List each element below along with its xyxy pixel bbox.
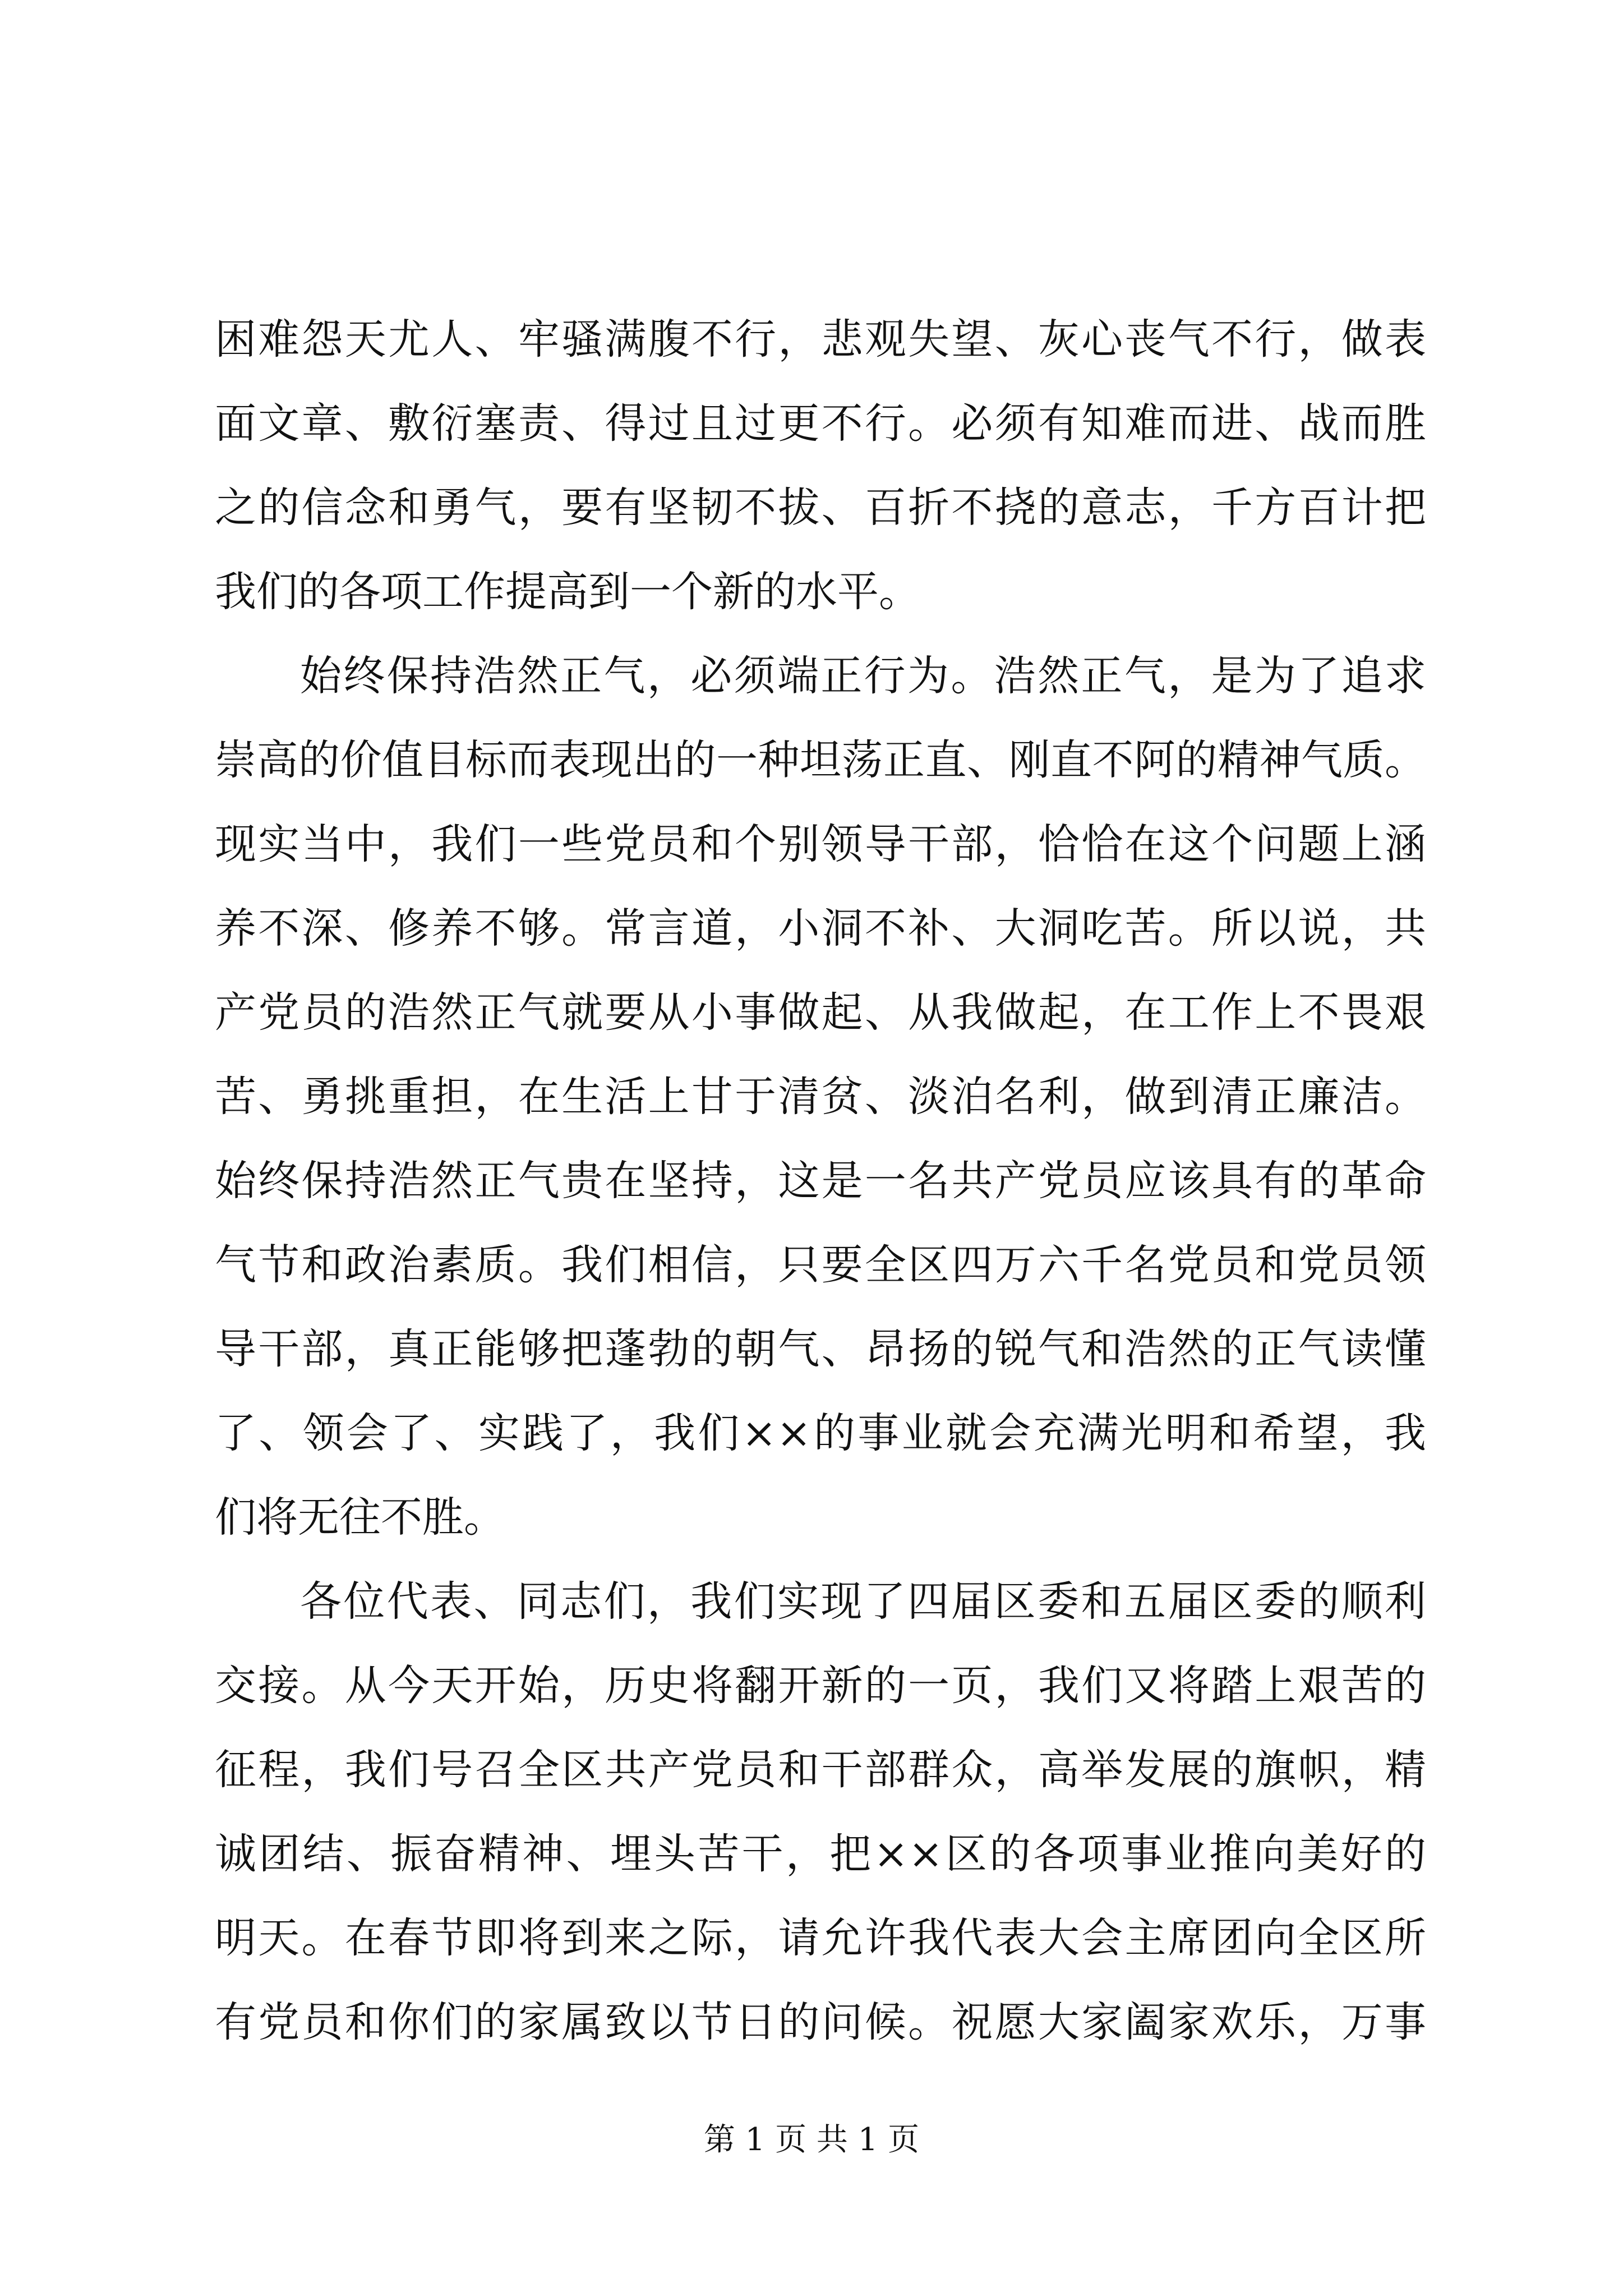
paragraph-first-line: 始终保持浩然正气，必须端正行为。浩然正气，是为了追求 xyxy=(300,652,1426,700)
text-line: 养不深、修养不够。常言道，小洞不补、大洞吃苦。所以说，共 xyxy=(215,904,1426,953)
paragraph-first-line: 各位代表、同志们，我们实现了四届区委和五届区委的顺利 xyxy=(300,1577,1426,1626)
text-line: 始终保持浩然正气贵在坚持，这是一名共产党员应该具有的革命 xyxy=(215,1157,1426,1205)
text-line: 气节和政治素质。我们相信，只要全区四万六千名党员和党员领 xyxy=(215,1241,1426,1289)
text-line: 诚团结、振奋精神、埋头苦干，把××区的各项事业推向美好的 xyxy=(215,1830,1426,1878)
page-number-footer: 第 1 页 共 1 页 xyxy=(703,2122,920,2158)
text-line: 产党员的浩然正气就要从小事做起、从我做起，在工作上不畏艰 xyxy=(215,988,1426,1037)
text-line: 征程，我们号召全区共产党员和干部群众，高举发展的旗帜，精 xyxy=(215,1746,1426,1794)
text-line: 现实当中，我们一些党员和个别领导干部，恰恰在这个问题上涵 xyxy=(215,820,1426,868)
text-line: 导干部，真正能够把蓬勃的朝气、昂扬的锐气和浩然的正气读懂 xyxy=(215,1325,1426,1373)
text-line: 明天。在春节即将到来之际，请允许我代表大会主席团向全区所 xyxy=(215,1914,1426,1962)
text-line: 有党员和你们的家属致以节日的问候。祝愿大家阖家欢乐，万事 xyxy=(215,1998,1426,2046)
text-line: 苦、勇挑重担，在生活上甘于清贫、淡泊名利，做到清正廉洁。 xyxy=(215,1073,1426,1121)
text-line: 困难怨天尤人、牢骚满腹不行，悲观失望、灰心丧气不行，做表 xyxy=(215,315,1426,364)
text-line: 交接。从今天开始，历史将翻开新的一页，我们又将踏上艰苦的 xyxy=(215,1662,1426,1710)
text-line: 崇高的价值目标而表现出的一种坦荡正直、刚直不阿的精神气质。 xyxy=(215,736,1426,784)
text-line: 们将无往不胜。 xyxy=(215,1493,505,1542)
text-line: 面文章、敷衍塞责、得过且过更不行。必须有知难而进、战而胜 xyxy=(215,399,1426,448)
text-line: 了、领会了、实践了，我们××的事业就会充满光明和希望，我 xyxy=(215,1409,1426,1457)
text-line: 之的信念和勇气，要有坚韧不拔、百折不挠的意志，千方百计把 xyxy=(215,484,1426,532)
text-line: 我们的各项工作提高到一个新的水平。 xyxy=(215,568,920,616)
